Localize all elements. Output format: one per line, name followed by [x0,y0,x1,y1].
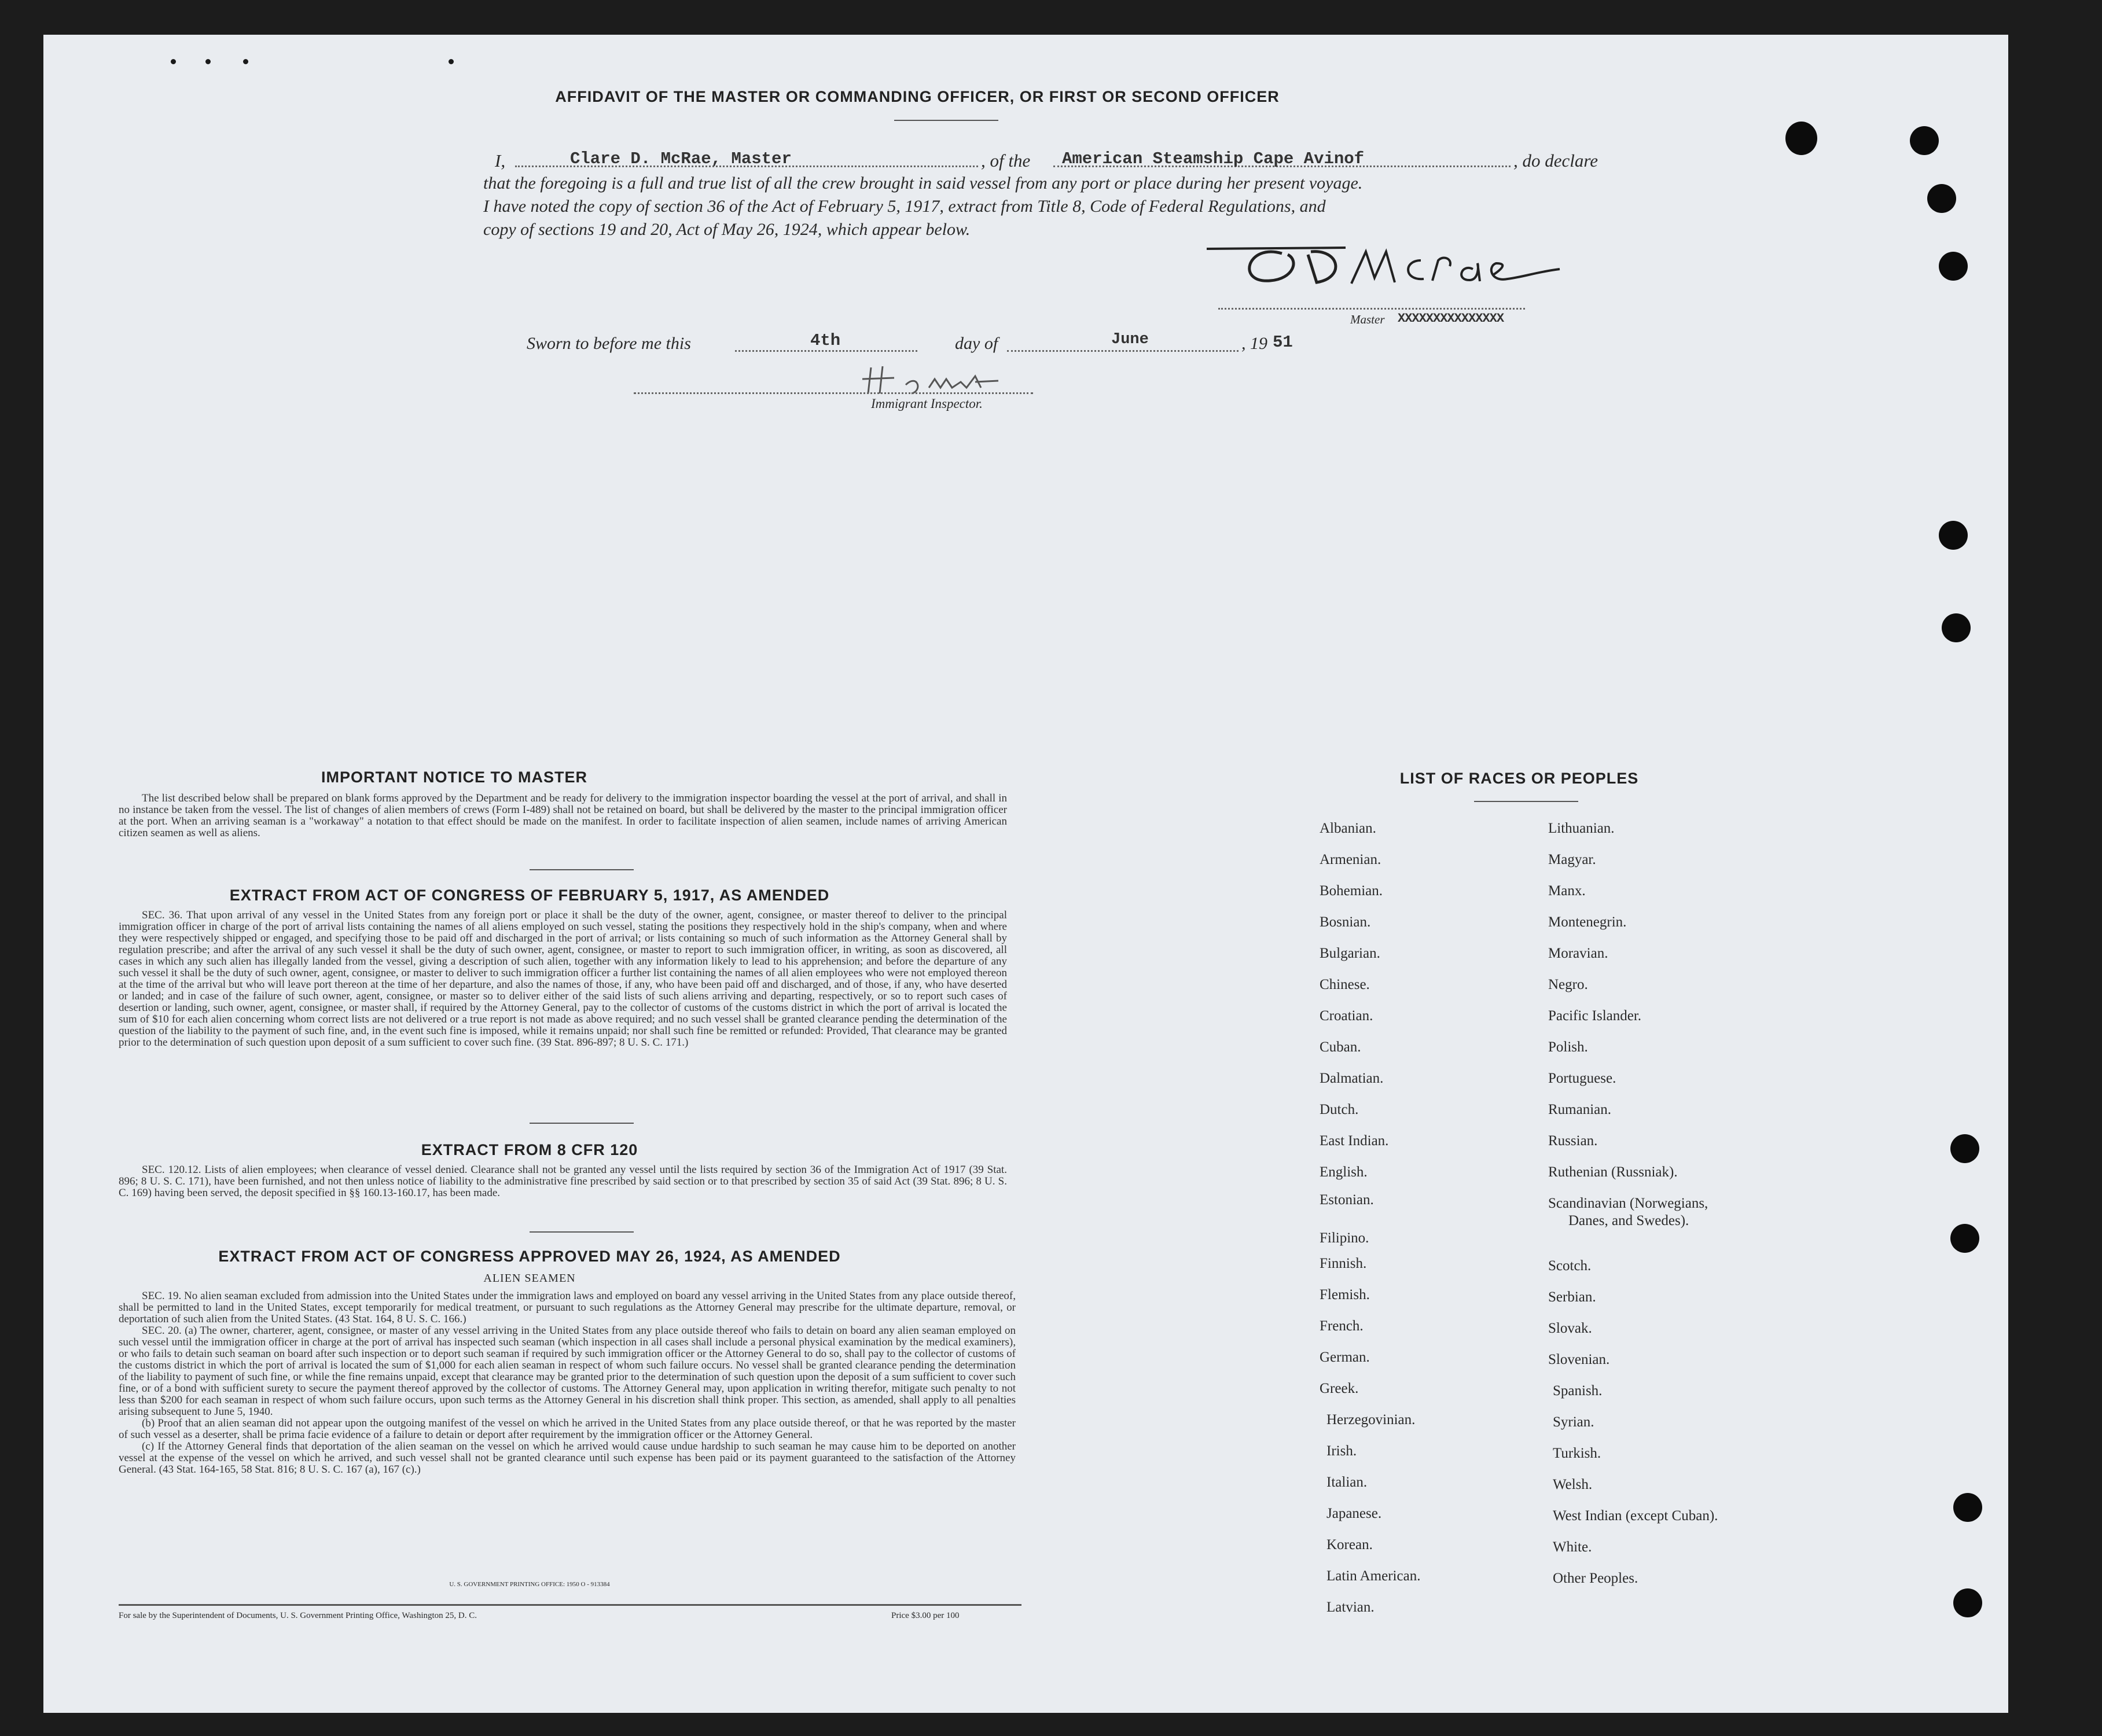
race-right-item: Polish. [1548,1039,1588,1055]
race-left-item: Bosnian. [1320,914,1371,930]
race-right-item: Montenegrin. [1548,914,1627,930]
vessel-name: American Steamship Cape Avinof [1062,149,1365,168]
race-left-item: Dutch. [1320,1102,1359,1117]
punch-hole [1910,126,1939,155]
sec20b-paragraph: (b) Proof that an alien seaman did not appear upon the outgoing manifest of the vessel on which he arrived in the United States from any place outside thereof, or that he was reported by the master of such vessel as a deserter, shall be prima facie evidence of a failure to detain or deport after requirement by the immigration officer or the Attorney General. [119,1417,1016,1441]
race-left-item: Croatian. [1320,1008,1373,1024]
punch-hole [1939,252,1968,281]
for-sale-note: For sale by the Superintendent of Documents, U. S. Government Printing Office, Washington 25, D. C. [119,1611,477,1620]
notice-text [119,793,1007,839]
punch-hole [1927,184,1956,213]
affidavit-line-2: I have noted the copy of section 36 of the Act of February 5, 1917, extract from Title 8, Code of Federal Regulations, and [483,197,1326,216]
affidavit-title: AFFIDAVIT OF THE MASTER OR COMMANDING OFFICER, OR FIRST OR SECOND OFFICER [555,88,1280,105]
race-left-item: English. [1320,1164,1368,1180]
extract-1924-title: EXTRACT FROM ACT OF CONGRESS APPROVED MAY 26, 1924, AS AMENDED [218,1248,841,1265]
race-left-item: French. [1320,1318,1364,1334]
punch-hole [1953,1588,1982,1617]
race-right-item: Negro. [1548,977,1588,992]
punch-hole [1950,1134,1979,1163]
divider [530,869,634,870]
master-signature [1201,237,1583,301]
race-right-item: Rumanian. [1548,1102,1612,1117]
speck [205,59,211,64]
punch-hole [1939,521,1968,550]
race-left-item: Estonian. [1320,1192,1374,1208]
race-right-item: Ruthenian (Russniak). [1548,1164,1678,1180]
punch-hole [1942,613,1971,642]
race-right-item: Slovak. [1548,1321,1592,1336]
race-right-item: Pacific Islander. [1548,1008,1642,1024]
race-right-item: Slovenian. [1548,1352,1610,1367]
affidavit-i-label: I, [495,150,506,171]
race-right-item: West Indian (except Cuban). [1553,1508,1718,1524]
affidavit-line-3: copy of sections 19 and 20, Act of May 26, 1924, which appear below. [483,220,971,239]
race-left-item: Bulgarian. [1320,946,1380,961]
extract-1917-text [119,910,1007,1049]
race-right-item: Turkish. [1553,1446,1601,1461]
punch-hole [1785,122,1817,155]
sec20a-paragraph: SEC. 20. (a) The owner, charterer, agent, consignee, or master of any vessel arriving in the United States from any place outside thereof who fails to detain on board any alien seaman employed on such vessel until the immigration officer in charge at the port of arrival has inspected such seaman (which inspection in all cases shall include a personal physical examination by the medical examiners), or who fails to detain such seaman on board after such inspection or to deport such seaman if required by such immigration officer or the Attorney General to do so, shall pay to the collector of customs of the customs district in which the port of arrival is located the sum of $1,000 for each alien seaman in respect of whom such failure occurs. No vessel shall be granted clearance pending the determination of the liability to payment of such fine, or while the fine remains unpaid, except that clearance may be granted prior to the determination of such question upon the deposit of a sum sufficient to cover such fine, or of a bond with sufficient surety to secure the payment thereof approved by the collector of customs. The Attorney General may, upon application in writing therefor, mitigate such penalty to not less than $200 for each seaman in respect of whom such failure occurs, upon such terms as the Attorney General in his discretion shall think proper. This section, as amended, shall apply to all penalties arising subsequent to June 5, 1940. [119,1325,1016,1418]
sworn-month: June [1111,331,1149,348]
dotted-line [1218,308,1525,310]
notice-title: IMPORTANT NOTICE TO MASTER [321,768,587,786]
dotted-line [1007,350,1239,352]
divider [1474,801,1578,802]
sworn-label: Sworn to before me this [527,334,691,353]
affidavit-line-1: that the foregoing is a full and true list of all the crew brought in said vessel from any port or place during her present voyage. [483,174,1363,193]
price-note: Price $3.00 per 100 [891,1611,960,1620]
race-right-item: Russian. [1548,1133,1598,1149]
race-left-item: Korean. [1326,1537,1373,1553]
inspector-caption: Immigrant Inspector. [871,396,983,411]
race-left-item: East Indian. [1320,1133,1389,1149]
master-name: Clare D. McRae, Master [570,149,792,168]
speck [171,59,176,64]
race-left-item: Herzegovinian. [1326,1412,1416,1428]
speck [449,59,454,64]
dotted-line [735,350,917,352]
extract-1924-text [119,1290,1016,1476]
extract-cfr-paragraph: SEC. 120.12. Lists of alien employees; when clearance of vessel denied. Clearance shall not be granted any vessel until the lists required by section 36 of the Immigration Act of 1917 (39 Stat. 896; 8 U. S. C. 171), have been furnished, and not then unless notice of liability to the administrative fine prescribed by said section or to that prescribed by section 35 of said Act (39 Stat. 896; 8 U. S. C. 169) having been served, the deposit specified in §§ 160.13-160.17, has been made. [119,1164,1007,1199]
race-right-item: Spanish. [1553,1383,1603,1399]
extract-cfr-text [119,1164,1007,1199]
race-left-item: Bohemian. [1320,883,1383,899]
extract-1917-paragraph: SEC. 36. That upon arrival of any vessel in the United States from any foreign port or place it shall be the duty of the owner, agent, consignee, or master thereof to deliver to the principal immigration officer in charge of the port of arrival lists containing the names of all aliens employed on such vessel, stating the positions they respectively hold in the ship's company, when and where they were respectively shipped or engaged, and specifying those to be paid off and discharged in the port of arrival; or lists containing so much of such information as the Attorney General shall by regulation prescribe; and after the arrival of any such vessel it shall be the duty of such owner, agent, consignee, or master to report to such immigration officer, in writing, as soon as discovered, all cases in which any such alien has illegally landed from the vessel, giving a description of such alien, together with any information likely to lead to his apprehension; and before the departure of any such vessel it shall be the duty of such owner, agent, consignee, or master to deliver to such immigration officer a further list containing the names of all alien employees who were not employed thereon at the time of the arrival but who will leave port thereon at the time of her departure, and also the names of those, if any, who have been paid off and discharged, and of those, if any, who have deserted or landed; and in case of the failure of such owner, agent, consignee, or master so to deliver either of the said lists of such aliens arriving and departing, respectively, or so to report such cases of desertion or landing, such owner, agent, consignee, or master shall, if required by the Attorney General, pay to the collector of customs of the customs district in which the port of arrival is located the sum of $10 for each alien concerning whom correct lists are not delivered or a true report is not made as above required; and no such vessel shall be granted clearance pending the determination of the question of the liability to the payment of such fine, and, in the event such fine is imposed, while it remains unpaid; nor shall such fine be remitted or refunded: Provided, That clearance may be granted prior to the determination of such question upon deposit of a sum sufficient to cover such fine. (39 Stat. 896-897; 8 U. S. C. 171.) [119,909,1007,1049]
race-right-item: Portuguese. [1548,1071,1616,1086]
signature-strike: XXXXXXXXXXXXXXX [1398,311,1504,326]
signature-caption: Master [1350,312,1385,326]
extract-cfr-title: EXTRACT FROM 8 CFR 120 [421,1141,638,1158]
race-left-item: Dalmatian. [1320,1071,1384,1086]
races-title: LIST OF RACES OR PEOPLES [1399,770,1639,787]
print-office: U. S. GOVERNMENT PRINTING OFFICE: 1950 O - 913384 [449,1581,610,1588]
document-page [43,35,2008,1713]
race-left-item: Greek. [1320,1381,1359,1396]
year-prefix: , 19 [1241,334,1267,353]
affidavit-do-declare: , do declare [1513,150,1598,171]
race-right-item: Scandinavian (Norwegians, [1548,1196,1708,1211]
race-left-item: Armenian. [1320,852,1381,867]
affidavit-of-the: , of the [981,150,1031,171]
race-left-item: Chinese. [1320,977,1370,992]
signature-scribble [1201,237,1583,301]
race-left-item: Flemish. [1320,1287,1370,1303]
punch-hole [1953,1493,1982,1522]
race-left-item: Cuban. [1320,1039,1361,1055]
sec19-paragraph: SEC. 19. No alien seaman excluded from admission into the United States under the immigration laws and employed on board any vessel arriving in the United States from any place outside thereof, shall be permitted to land in the United States, except temporarily for medical treatment, or pursuant to such regulations as the Attorney General may prescribe for the ultimate departure, removal, or deportation of such alien from the United States. (43 Stat. 164, 8 U. S. C. 166.) [119,1290,1016,1325]
dotted-line [634,392,1033,394]
divider [530,1231,634,1233]
sworn-year: 51 [1273,333,1293,352]
race-left-item: Irish. [1326,1443,1357,1459]
race-right-item: Welsh. [1553,1477,1593,1492]
race-right-item: Syrian. [1553,1414,1594,1430]
race-right-item: Other Peoples. [1553,1571,1638,1586]
notice-paragraph: The list described below shall be prepared on blank forms approved by the Department and be ready for delivery to the immigration inspector boarding the vessel at the port of arrival, and shall in no instance be taken from the vessel. The list of changes of alien members of crews (Form I-489) shall not be retained on board, but shall be delivered by the master to the principal immigration officer at the port. When an arriving seaman is a "workaway" a notation to that effect should be made on the manifest. In order to facilitate inspection of alien seamen, include names of arriving American citizen seamen as well as aliens. [119,792,1007,839]
race-left-item: Latvian. [1326,1599,1375,1615]
race-right-item: Lithuanian. [1548,821,1615,836]
race-left-item: Latin American. [1326,1568,1421,1584]
extract-1917-title: EXTRACT FROM ACT OF CONGRESS OF FEBRUARY 5, 1917, AS AMENDED [229,887,830,904]
sec20c-paragraph: (c) If the Attorney General finds that deportation of the alien seaman on the vessel on which he arrived would cause undue hardship to such seaman he may cause him to be deported on another vessel at the expense of the vessel on which he arrived, and such vessel shall not be granted clearance until such expense has been paid or its payment guaranteed to the satisfaction of the Attorney General. (43 Stat. 164-165, 58 Stat. 816; 8 U. S. C. 167 (a), 167 (c).) [119,1440,1016,1476]
race-right-item: Scotch. [1548,1258,1592,1274]
day-of-label: day of [955,334,998,353]
footer-rule [119,1604,1021,1606]
punch-hole [1950,1224,1979,1253]
race-right-item: Serbian. [1548,1289,1596,1305]
race-right-item: Manx. [1548,883,1586,899]
race-left-item: Japanese. [1326,1506,1382,1521]
speck [243,59,248,64]
race-left-item: Albanian. [1320,821,1376,836]
race-right-item: Magyar. [1548,852,1596,867]
race-right-item: White. [1553,1539,1592,1555]
sworn-day: 4th [810,331,841,350]
race-left-item: Finnish. [1320,1256,1367,1271]
divider [894,120,998,121]
race-right-item: Danes, and Swedes). [1568,1212,1689,1229]
race-right-item: Moravian. [1548,946,1608,961]
divider [530,1123,634,1124]
race-left-item: Italian. [1326,1474,1368,1490]
race-left-item: Filipino. [1320,1230,1369,1246]
race-left-item: German. [1320,1349,1370,1365]
extract-1924-subtitle: ALIEN SEAMEN [483,1272,576,1285]
